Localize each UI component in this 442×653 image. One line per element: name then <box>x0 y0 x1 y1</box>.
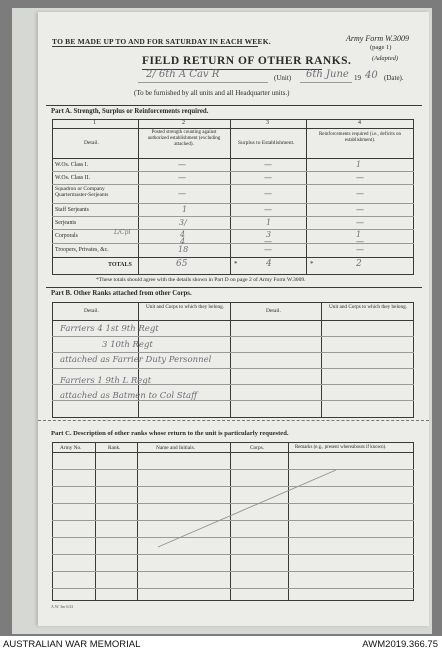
unit-handwritten: 2/ 6th A Cav R <box>146 69 220 80</box>
part-c-header-rank: Rank. <box>108 445 121 451</box>
print-code: A.W. 3m 6/41 <box>51 604 74 609</box>
row-detail: Staff Serjeants <box>55 207 89 213</box>
row-surplus: 1 <box>266 218 272 227</box>
footer-institution: AUSTRALIAN WAR MEMORIAL <box>3 639 141 650</box>
total-reinforcements: 2 <box>356 259 362 269</box>
part-c-header-name: Name and Initials. <box>156 445 195 451</box>
part-b-handwritten-line: Farriers 4 1st 9th Regt <box>60 324 159 334</box>
part-b-header-detail-2: Detail. <box>266 308 281 314</box>
part-a-title: Part A. Strength, Surplus or Reinforcements required. <box>51 108 209 115</box>
row-posted: 1 <box>182 205 188 214</box>
header-reinforcements: Reinforcements required (i.e., deficits on establishment). <box>318 132 402 143</box>
header-surplus: Surplus to Establishment. <box>238 140 295 146</box>
row-surplus: — <box>264 237 272 246</box>
header-detail: Detail. <box>84 140 99 146</box>
form-number: Army Form W.3009 <box>346 34 410 43</box>
row-posted: 4 <box>180 237 186 246</box>
year-handwritten: 40 <box>365 70 378 81</box>
totals-label: TOTALS <box>108 262 132 268</box>
part-c-header-remarks: Remarks (e.g., present whereabouts if known). <box>295 445 387 450</box>
year-prefix: 19 <box>354 74 361 82</box>
part-b-handwritten-line: attached as Batmen to Col Staff <box>60 391 198 401</box>
form-subtitle: (To be furnished by all units and all Headquarter units.) <box>134 89 290 97</box>
col-number-2: 2 <box>182 120 185 126</box>
date-label: (Date). <box>384 74 404 82</box>
row-detail: W.Os. Class II. <box>55 175 91 181</box>
col-number-4: 4 <box>358 120 361 126</box>
row-surplus: — <box>264 173 272 182</box>
row-posted: 4 <box>180 230 186 239</box>
part-b-handwritten-line: Farriers 1 9th L Regt <box>60 376 152 386</box>
row-reinforcements: — <box>356 245 364 254</box>
corporals-note: L/Cpl <box>114 229 131 236</box>
row-detail: Squadron or Company Quartermaster-Serjeants <box>55 186 109 199</box>
row-posted: 3/ <box>179 218 187 227</box>
top-instruction: TO BE MADE UP TO AND FOR SATURDAY IN EACH WEEK. <box>52 37 271 46</box>
part-b-header-unit-1: Unit and Corps to which they belong. <box>146 304 224 310</box>
row-posted: 18 <box>178 245 189 254</box>
total-surplus: 4 <box>266 259 272 269</box>
row-detail: Serjeants <box>55 220 77 226</box>
row-surplus: — <box>264 205 272 214</box>
row-surplus: 3 <box>266 230 272 239</box>
part-b-handwritten-line: attached as Farrier Duty Personnel <box>60 355 212 365</box>
adapted-label: (Adapted) <box>372 55 398 62</box>
row-detail: Corporals <box>55 233 78 239</box>
row-reinforcements: — <box>356 218 364 227</box>
row-surplus: — <box>264 189 272 198</box>
part-c-strike-line <box>38 12 429 626</box>
col-number-3: 3 <box>266 120 269 126</box>
totals-note: *These totals should agree with the details shown in Part D on page 2 of Army Form W.3009. <box>96 277 306 283</box>
row-surplus: — <box>264 245 272 254</box>
row-detail: W.Os. Class I. <box>55 162 89 168</box>
row-posted: — <box>178 173 186 182</box>
row-reinforcements: — <box>356 189 364 198</box>
date-handwritten: 6th June <box>306 69 349 80</box>
header-posted-strength: Posted strength counting against authorized establishment (excluding attached). <box>147 130 221 147</box>
row-reinforcements: — <box>356 173 364 182</box>
part-b-header-unit-2: Unit and Corps to which they belong. <box>329 304 407 310</box>
row-surplus: — <box>264 160 272 169</box>
caption-bar <box>0 636 442 653</box>
form-title: FIELD RETURN OF OTHER RANKS. <box>142 55 352 67</box>
part-c-header-army-no: Army No. <box>60 445 82 451</box>
row-posted: — <box>178 160 186 169</box>
row-detail: Troopers, Privates, &c. <box>55 247 109 253</box>
footer-accession-number: AWM2019.366.75 <box>362 639 438 650</box>
row-posted: — <box>178 189 186 198</box>
row-reinforcements: 1 <box>356 160 362 169</box>
total-star: * <box>310 260 314 268</box>
row-reinforcements: — <box>356 237 364 246</box>
form-page <box>38 12 429 626</box>
col-number-1: 1 <box>93 120 96 126</box>
part-b-header-detail-1: Detail. <box>84 308 99 314</box>
part-b-handwritten-line: 3 10th Regt <box>102 340 153 350</box>
total-posted: 65 <box>176 259 188 269</box>
row-reinforcements: — <box>356 205 364 214</box>
unit-label: (Unit) <box>274 74 292 82</box>
part-c-header-corps: Corps. <box>250 445 264 451</box>
part-c-title: Part C. Description of other ranks whose return to the unit is particularly requested. <box>51 430 289 437</box>
page-number: (page 1) <box>370 44 392 51</box>
row-reinforcements: 1 <box>356 230 362 239</box>
total-star: * <box>234 260 238 268</box>
part-b-title: Part B. Other Ranks attached from other Corps. <box>51 290 192 297</box>
